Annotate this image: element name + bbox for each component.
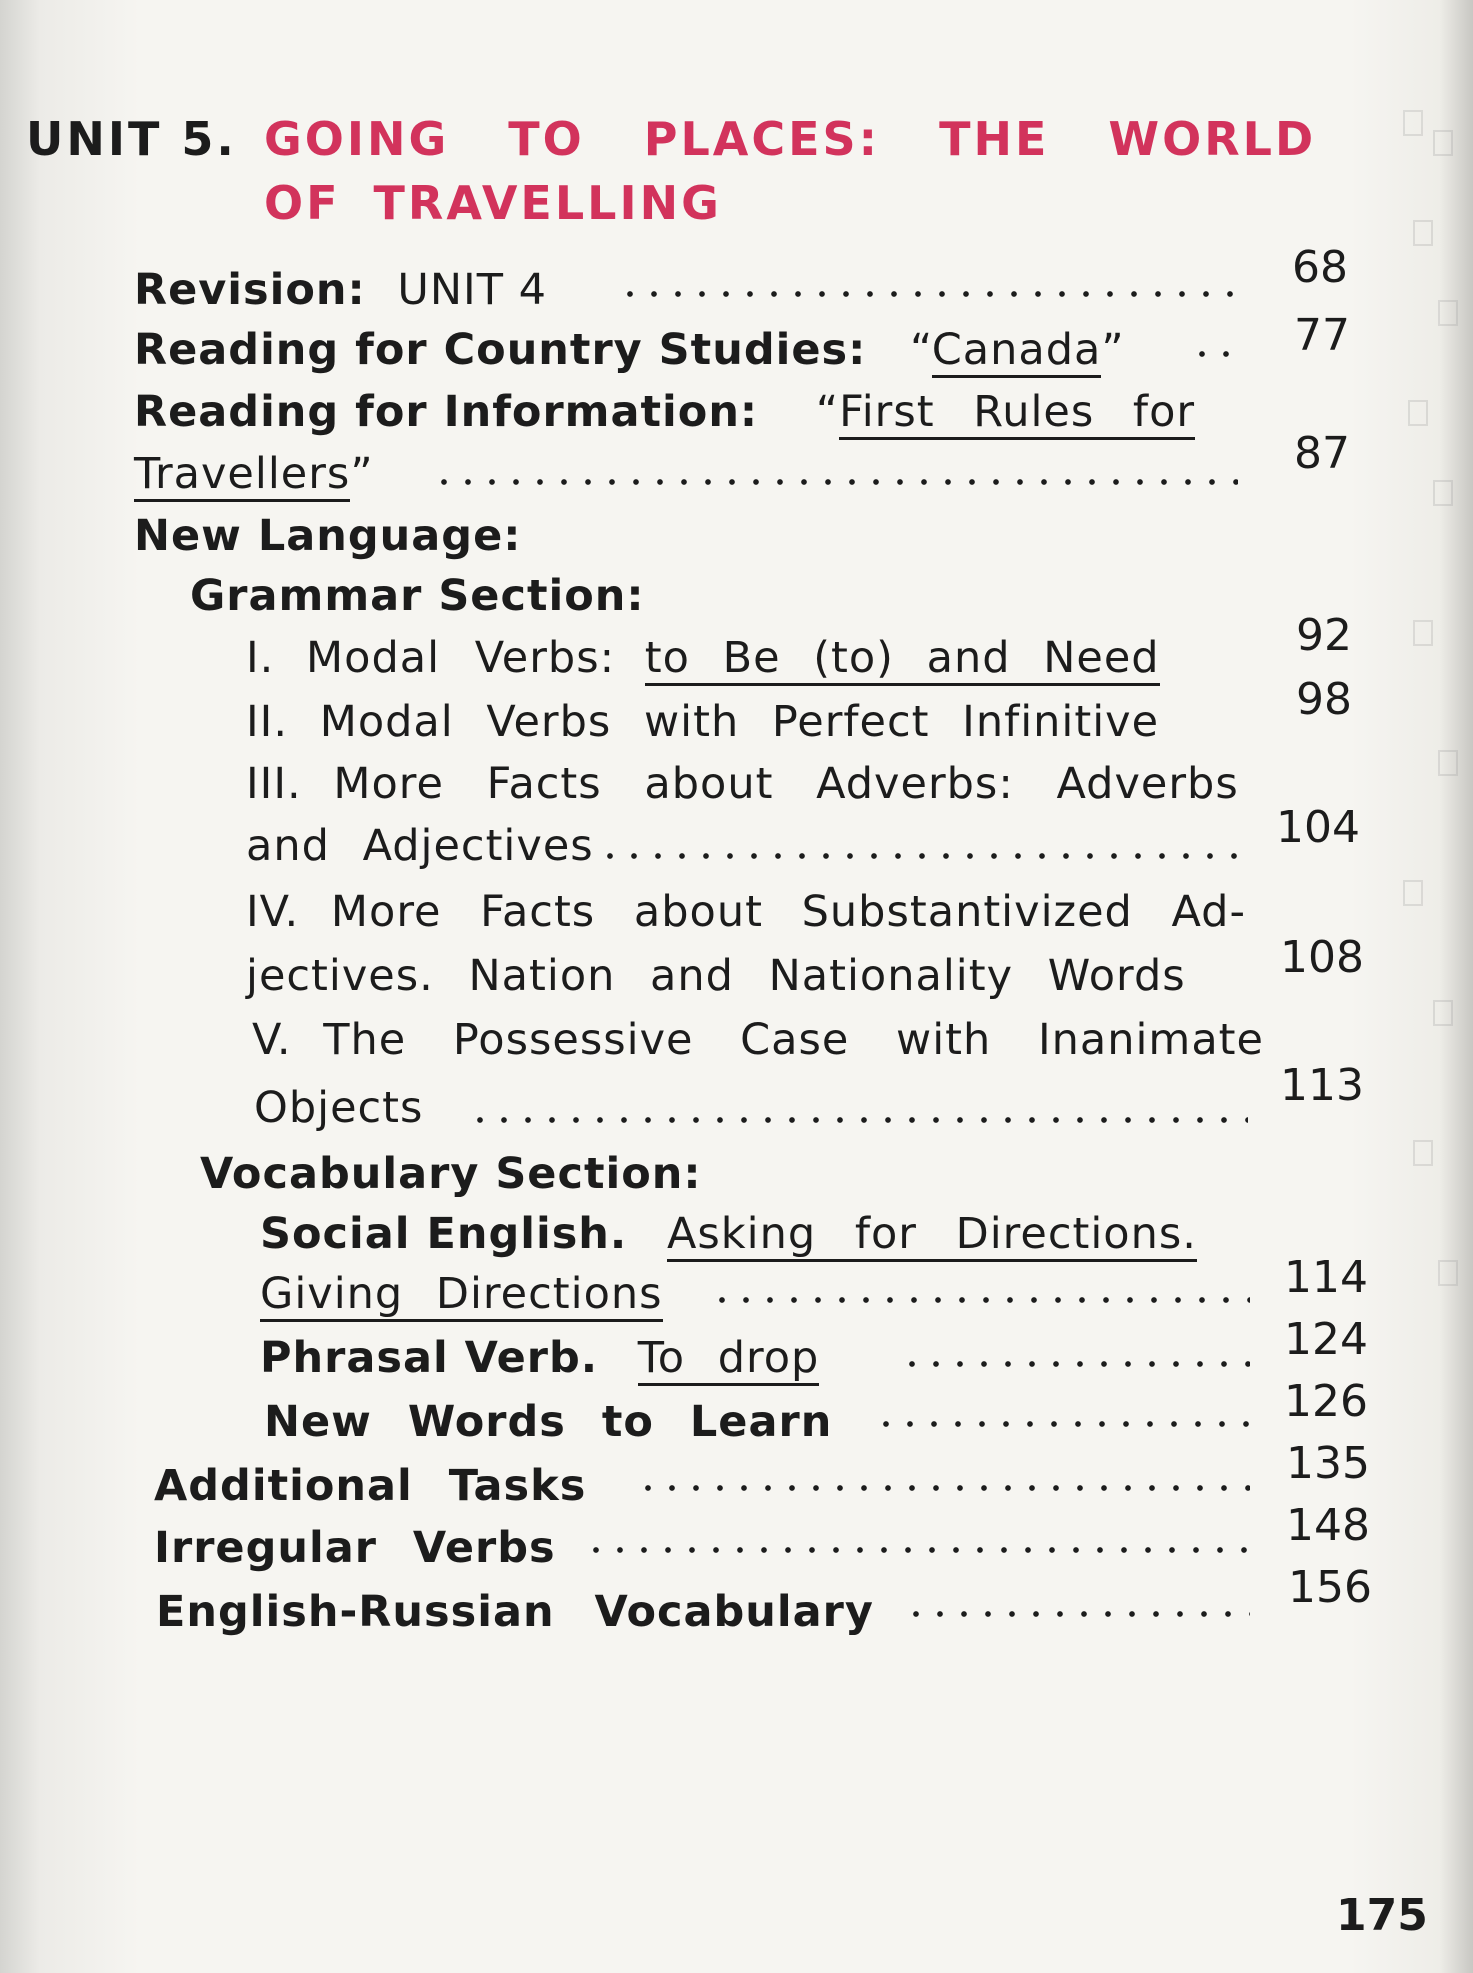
toc-entry-country-studies[interactable] [134,322,1125,378]
item-number: II. [246,697,289,747]
item-text-cont: Objects [254,1083,424,1133]
unit-label: UNIT 5. [26,112,237,166]
dot-leader [636,1484,1250,1492]
item-text-cont: and Adjectives [246,821,594,871]
dot-leader [618,290,1238,298]
page-ref: 68 [1292,242,1348,293]
page-number: 175 [1336,1890,1428,1941]
page-ref: 148 [1286,1500,1370,1551]
page-ref: 135 [1286,1438,1370,1489]
item-underlined-cont: Giving Directions [260,1269,663,1322]
page-ref: 98 [1296,674,1352,725]
quote-mark: “ [815,387,840,437]
toc-entry-revision[interactable] [134,262,547,318]
toc-entry-reading-info[interactable] [134,384,1195,440]
grammar-item-3[interactable] [246,756,1239,812]
page-ref: 87 [1294,428,1350,479]
quote-mark: ” [350,449,374,499]
dot-leader [432,478,1238,486]
entry-label: Reading for Country Studies: [134,325,867,375]
item-text: More Facts about Substantivized Ad- [330,887,1246,937]
page-ref: 92 [1296,610,1352,661]
item-underlined: Asking for Directions. [667,1209,1197,1262]
item-underlined: To drop [638,1333,820,1386]
dot-leader [900,1360,1250,1368]
entry-label: Reading for Information: [134,387,759,437]
grammar-item-5[interactable] [252,1012,1264,1068]
dot-leader [468,1116,1248,1124]
toc-entry-english-russian-vocabulary[interactable]: English-Russian Vocabulary [156,1587,874,1637]
unit-title-line1: GOING TO PLACES: THE WORLD [264,112,1317,166]
item-number: V. [252,1015,292,1065]
dot-leader [904,1610,1250,1618]
entry-title: First Rules for [839,387,1195,440]
toc-entry-additional-tasks[interactable]: Additional Tasks [154,1461,587,1511]
unit-title-line2: OF TRAVELLING [264,176,722,230]
item-text-cont: jectives. Nation and Nationality Words [246,951,1186,1001]
section-new-language: New Language: [134,511,522,561]
grammar-item-4-cont [246,948,1186,1004]
dot-leader [584,1546,1250,1554]
dot-leader [1190,350,1238,358]
grammar-item-4[interactable] [246,884,1246,940]
entry-title: Canada [932,325,1102,378]
dot-leader [710,1296,1250,1304]
vocab-item-social-english-cont [260,1266,663,1322]
section-grammar: Grammar Section: [190,571,645,621]
item-text: More Facts about Adverbs: Adverbs [333,759,1239,809]
page-ref: 108 [1280,932,1364,983]
entry-label: Revision: [134,265,366,315]
item-number: III. [246,759,302,809]
item-text: Modal Verbs: [306,633,616,683]
page-ref: 156 [1288,1562,1372,1613]
item-number: IV. [246,887,300,937]
item-text: The Possessive Case with Inanimate [323,1015,1264,1065]
dot-leader [598,852,1242,860]
vocab-item-social-english[interactable] [260,1206,1197,1262]
item-text: Modal Verbs with Perfect Infinitive [319,697,1160,747]
dot-leader [874,1420,1250,1428]
page-ref: 104 [1276,802,1360,853]
section-vocabulary: Vocabulary Section: [200,1149,702,1199]
page-ref: 126 [1284,1376,1368,1427]
vocab-item-phrasal-verb[interactable] [260,1330,819,1386]
grammar-item-2[interactable] [246,694,1159,750]
toc-entry-irregular-verbs[interactable]: Irregular Verbs [154,1523,556,1573]
vocab-item-new-words[interactable]: New Words to Learn [264,1397,833,1447]
grammar-item-5-cont [254,1080,423,1136]
grammar-item-3-cont [246,818,594,874]
page-ref: 77 [1294,310,1350,361]
item-label: Social English. [260,1209,628,1259]
quote-mark: ” [1101,325,1125,375]
page-ref: 113 [1280,1060,1364,1111]
item-label: Phrasal Verb. [260,1333,599,1383]
item-number: I. [246,633,275,683]
entry-title-cont: Travellers [134,449,350,502]
grammar-item-1[interactable] [246,630,1160,686]
quote-mark: “ [909,325,932,375]
toc-entry-reading-info-cont [134,446,374,502]
page-ref: 124 [1284,1314,1368,1365]
entry-text: UNIT 4 [397,265,548,315]
page-ref: 114 [1284,1252,1368,1303]
item-underlined: to Be (to) and Need [645,633,1160,686]
